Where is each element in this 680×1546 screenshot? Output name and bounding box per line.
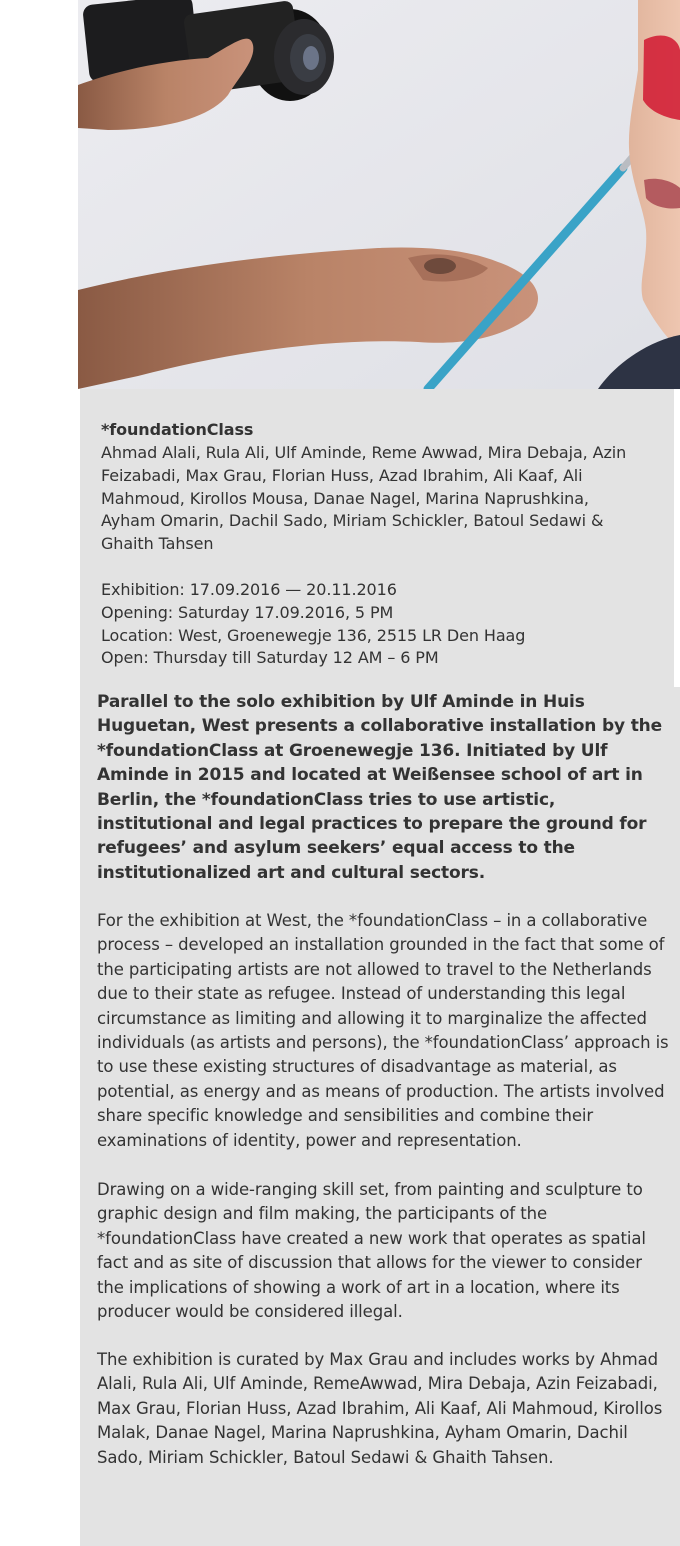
body-paragraph-2: Drawing on a wide-ranging skill set, from painting and sculpture to graphic design and film making, the participants of the *foundationClass have created a new work that operates as spatial fact and as site of discussion that allows for the viewer to consider the implications of showing a work of art in a location, where its producer would be considered illegal. — [97, 1180, 646, 1322]
exhibition-info — [101, 579, 661, 670]
lead-paragraph: Parallel to the solo exhibition by Ulf Aminde in Huis Huguetan, West presents a collaborative installation by the *foundationClass at Groenewegje 136. Initiated by Ulf Aminde in 2015 and located at Weißensee school of art in Berlin, the *foundationClass tries to use artistic, institutional and legal practices to prepare the ground for refugees’ and asylum seekers’ equal access to the institutionalized art and cultural sectors. — [97, 692, 663, 883]
body-paragraph-3: The exhibition is curated by Max Grau and includes works by Ahmad Alali, Rula Ali, Ulf Aminde, RemeAwwad, Mira Debaja, Azin Feizabadi, Max Grau, Florian Huss, Azad Ibrahim, Ali Kaaf, Ali Mahmoud, Kirollos Malak, Danae Nagel, Marina Naprushkina, Ayham Omarin, Dachil Sado, Miriam Schickler, Batoul Sedawi & Ghaith Tahsen. — [97, 1350, 663, 1467]
exhibition-dates: Exhibition: 17.09.2016 — 20.11.2016 — [101, 580, 397, 599]
body-paragraph-1: For the exhibition at West, the *foundationClass – in a collaborative process – developed an installation grounded in the fact that some of the participating artists are not allowed to travel to the Netherlands due to their state as refugee. Instead of understanding this legal circumstance as limiting and allowing it to marginalize the affected individuals (as artists and persons), the *foundationClass’ approach is to use these existing structures of disadvantage as material, as potential, as energy and as means of production. The artists involved share specific knowledge and sensibilities and combine their examinations of identity, power and representation. — [97, 911, 669, 1150]
location: Location: West, Groenewegje 136, 2515 LR Den Haag — [101, 625, 526, 645]
opening-time: Opening: Saturday 17.09.2016, 5 PM — [101, 602, 394, 622]
project-title: *foundationClass — [101, 420, 254, 439]
artist-list: Ahmad Alali, Rula Ali, Ulf Aminde, Reme Awwad, Mira Debaja, Azin Feizabadi, Max Grau, Florian Huss, Azad Ibrahim, Ali Kaaf, Ali Mahmoud, Kirollos Mousa, Danae Nagel, Marina Naprushkina, Ayham Omarin, Dachil Sado, Miriam Schickler, Batoul Sedawi & Ghaith Tahsen — [101, 443, 627, 554]
opening-hours: Open: Thursday till Saturday 12 AM – 6 PM — [101, 648, 439, 668]
hero-image — [78, 0, 680, 389]
